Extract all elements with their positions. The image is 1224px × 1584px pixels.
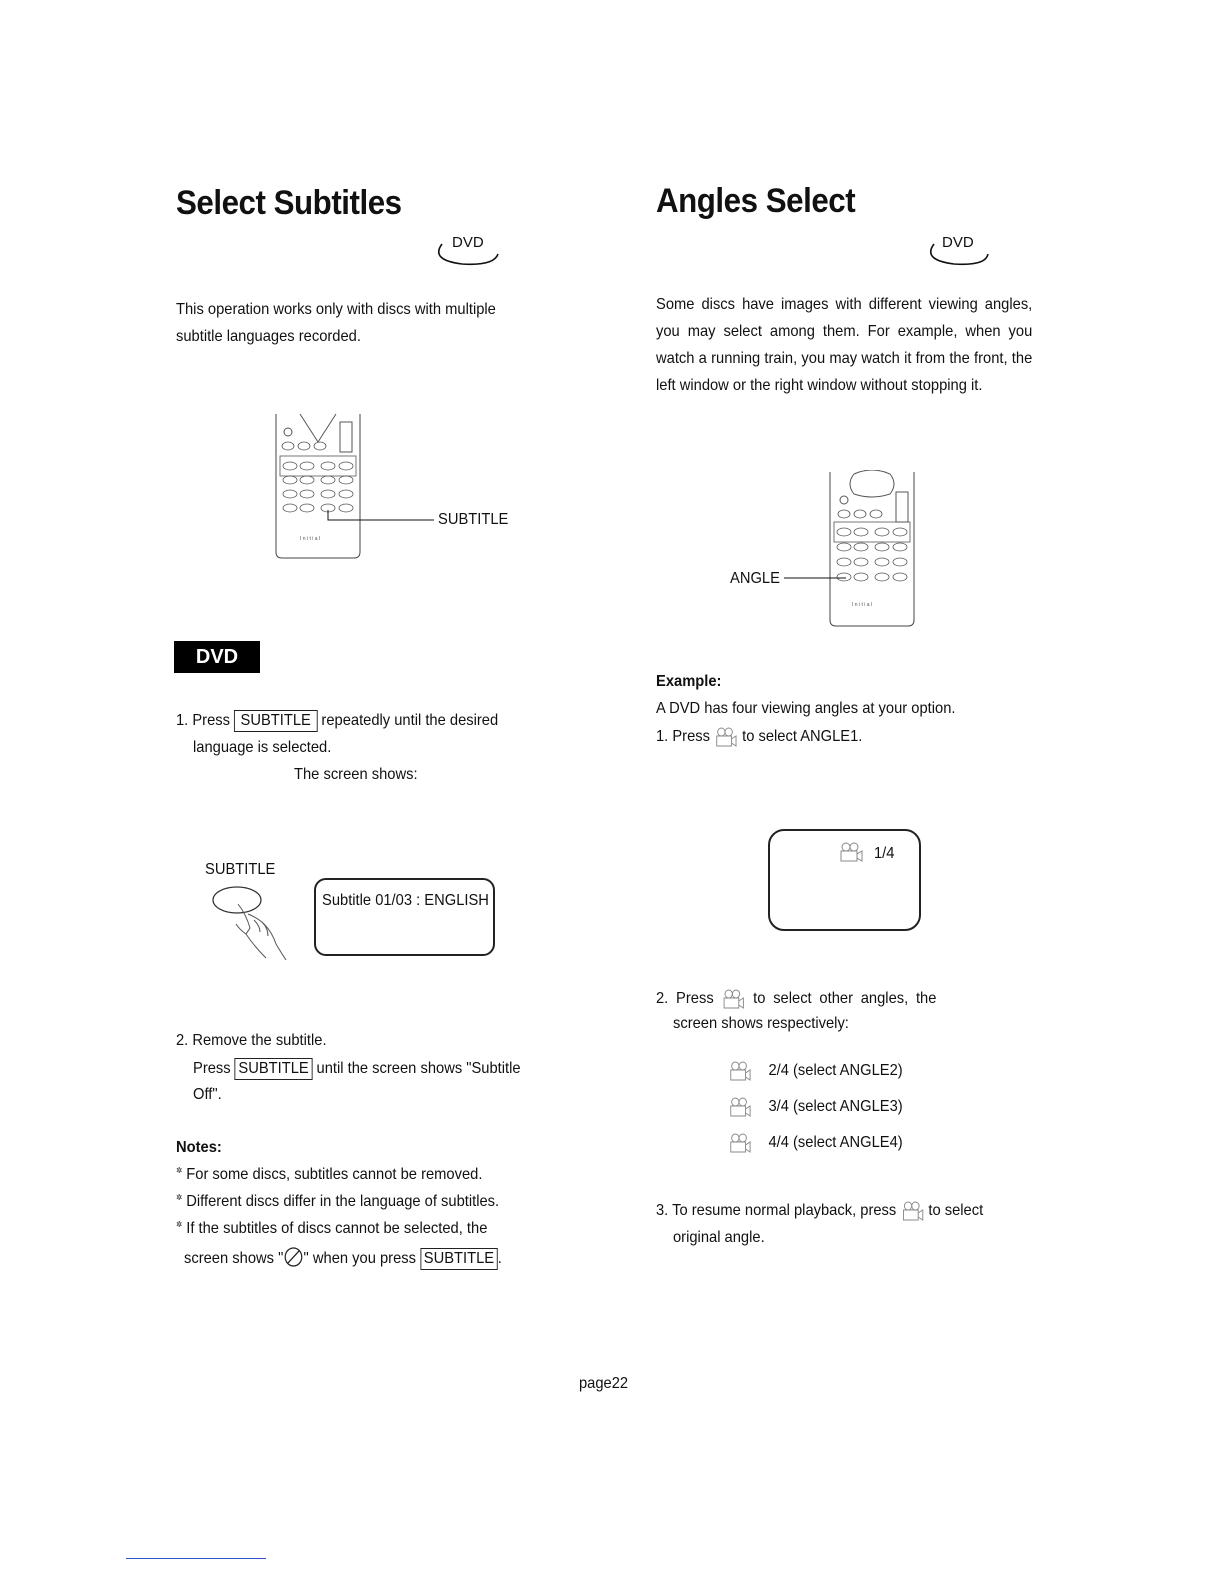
page-number: page22 [579,1375,629,1392]
left-step2: Press SUBTITLE until the screen shows "Subtitle [193,1058,521,1080]
right-step1: 1. Press to select ANGLE1. [656,726,862,748]
angle-camera-icon [728,1096,752,1118]
right-step3-line2: original angle. [673,1229,765,1246]
svg-text:I n i t i a l: I n i t i a l [300,536,321,542]
right-title: Angles Select [656,182,856,220]
angle-camera-icon [714,726,738,748]
subtitle-osd-text: Subtitle 01/03 : ENGLISH [322,892,489,909]
angle-osd-screen [768,829,921,931]
note-item: ✲ If the subtitles of discs cannot be selected, the [176,1220,488,1237]
subtitle-key-ref: SUBTITLE [420,1248,498,1270]
dvd-disc-badge: DVD [424,232,504,268]
right-step2: 2. Press to select other angles, the [656,988,936,1010]
note-bullet-icon: ✲ [176,1166,183,1175]
angle-camera-icon [728,1060,752,1082]
angle-list [728,1060,918,1168]
note-item: ✲ Different discs differ in the language of subtitles. [176,1193,500,1210]
angle-list-item: 3/4 (select ANGLE3) [728,1096,903,1132]
remote-illustration [826,470,918,630]
example-title: Example: [656,673,722,690]
svg-text:I n i t i a l: I n i t i a l [852,602,873,608]
subtitle-key-ref: SUBTITLE [234,710,317,732]
remote-subtitle-label: SUBTITLE [438,511,509,528]
angle-camera-icon [728,1132,752,1154]
angle-pointer-line [782,570,848,590]
left-intro: This operation works only with discs with multiple subtitle languages recorded. [176,301,496,345]
left-step1: 1. Press SUBTITLE repeatedly until the desired [176,710,498,732]
left-step1-line3: The screen shows: [294,766,418,783]
hand-button-label: SUBTITLE [205,861,276,878]
angle-osd-value: 1/4 [874,845,895,862]
dvd-disc-badge: DVD [916,232,996,268]
subtitle-osd-screen [314,878,495,956]
angle-list-item: 4/4 (select ANGLE4) [728,1132,903,1168]
note-item-line2: screen shows " " when you press SUBTITLE . [184,1246,502,1270]
note-bullet-icon: ✲ [176,1220,183,1229]
right-intro: Some discs have images with different viewing angles, you may select among them. For example, when you watch a running train, you may watch it from the front, the left window or the right window without stopping it. [656,296,1033,394]
footer-rule [126,1558,266,1559]
angle-camera-icon [900,1200,924,1222]
left-step2-title: 2. Remove the subtitle. [176,1032,327,1049]
note-item: ✲ For some discs, subtitles cannot be removed. [176,1166,483,1183]
left-step1-line2: language is selected. [193,739,332,756]
angle-camera-icon [721,988,745,1010]
left-title: Select Subtitles [176,184,402,222]
right-step2-line2: screen shows respectively: [673,1015,849,1032]
no-entry-icon [283,1246,303,1268]
note-bullet-icon: ✲ [176,1193,183,1202]
angle-list-item: 2/4 (select ANGLE2) [728,1060,903,1096]
disc-icon [916,232,996,268]
remote-angle-label: ANGLE [730,570,780,587]
subtitle-pointer-line [326,500,436,530]
left-step2-line2: Off". [193,1086,222,1103]
dvd-section-label: DVD [174,641,260,673]
hand-press-icon [210,884,310,968]
disc-icon [424,232,504,268]
notes-title: Notes: [176,1139,222,1156]
remote-illustration [270,412,370,562]
subtitle-key-ref: SUBTITLE [235,1058,313,1080]
right-step3: 3. To resume normal playback, press to select [656,1200,983,1222]
example-text: A DVD has four viewing angles at your option. [656,700,956,717]
angle-camera-icon [838,841,864,863]
